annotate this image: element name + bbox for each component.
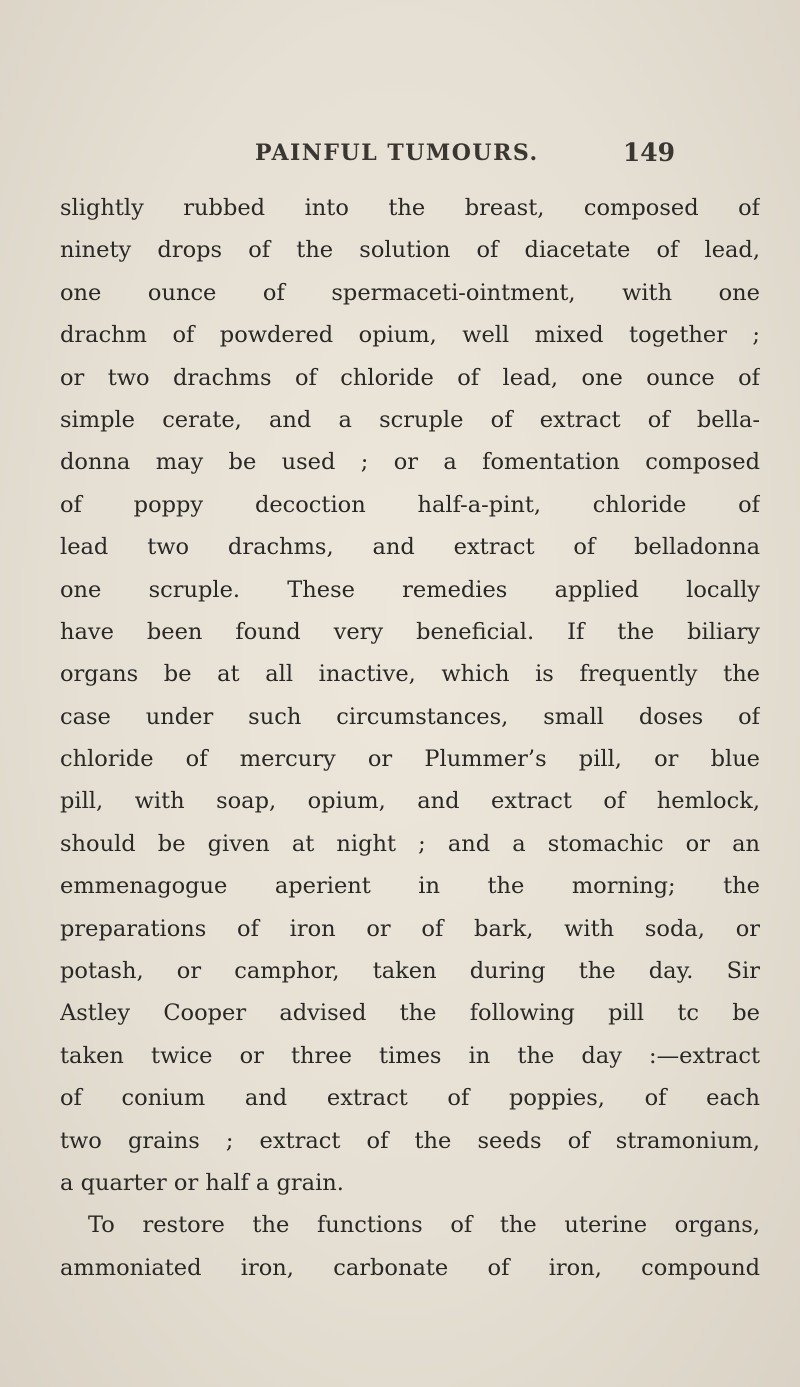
text-line: chloride of mercury or Plummer’s pill, or blue — [60, 746, 760, 773]
text-line: have been found very beneficial. If the biliary — [60, 618, 760, 645]
running-head — [255, 140, 675, 174]
text-line: Astley Cooper advised the following pill tc be — [60, 1000, 760, 1027]
text-line: slightly rubbed into the breast, composed of — [60, 195, 760, 221]
text-line: of poppy decoction half-a-pint, chloride of — [60, 491, 760, 518]
text-line: drachm of powdered opium, well mixed together ; — [60, 322, 760, 349]
text-line: should be given at night ; and a stomachic or an — [60, 830, 760, 857]
text-line: a quarter or half a grain. — [60, 1169, 344, 1196]
running-head-title: PAINFUL TUMOURS. — [255, 140, 539, 166]
page-number: 149 — [622, 138, 675, 167]
text-line: of conium and extract of poppies, of each — [60, 1085, 760, 1112]
text-line: donna may be used ; or a fomentation composed — [60, 449, 760, 476]
text-line: To restore the functions of the uterine organs, — [88, 1212, 760, 1239]
text-line: taken twice or three times in the day :—extract — [60, 1042, 760, 1069]
text-line: preparations of iron or of bark, with soda, or — [60, 915, 760, 942]
text-line: simple cerate, and a scruple of extract of bella- — [60, 406, 760, 433]
text-line: pill, with soap, opium, and extract of hemlock, — [60, 788, 760, 815]
body-text — [60, 187, 760, 1289]
text-line: organs be at all inactive, which is frequently the — [60, 661, 760, 688]
text-line: one ounce of spermaceti-ointment, with one — [60, 279, 760, 306]
text-line: emmenagogue aperient in the morning; the — [60, 873, 760, 900]
text-line: one scruple. These remedies applied locally — [60, 576, 760, 603]
text-line: two grains ; extract of the seeds of stramonium, — [60, 1127, 760, 1154]
text-line: ninety drops of the solution of diacetate of lead, — [60, 237, 760, 264]
text-line: ammoniated iron, carbonate of iron, compound — [60, 1254, 760, 1281]
text-line: lead two drachms, and extract of belladonna — [60, 534, 760, 561]
text-line: case under such circumstances, small doses of — [60, 703, 760, 730]
text-line: or two drachms of chloride of lead, one ounce of — [60, 364, 760, 391]
text-line: potash, or camphor, taken during the day. Sir — [60, 958, 760, 985]
